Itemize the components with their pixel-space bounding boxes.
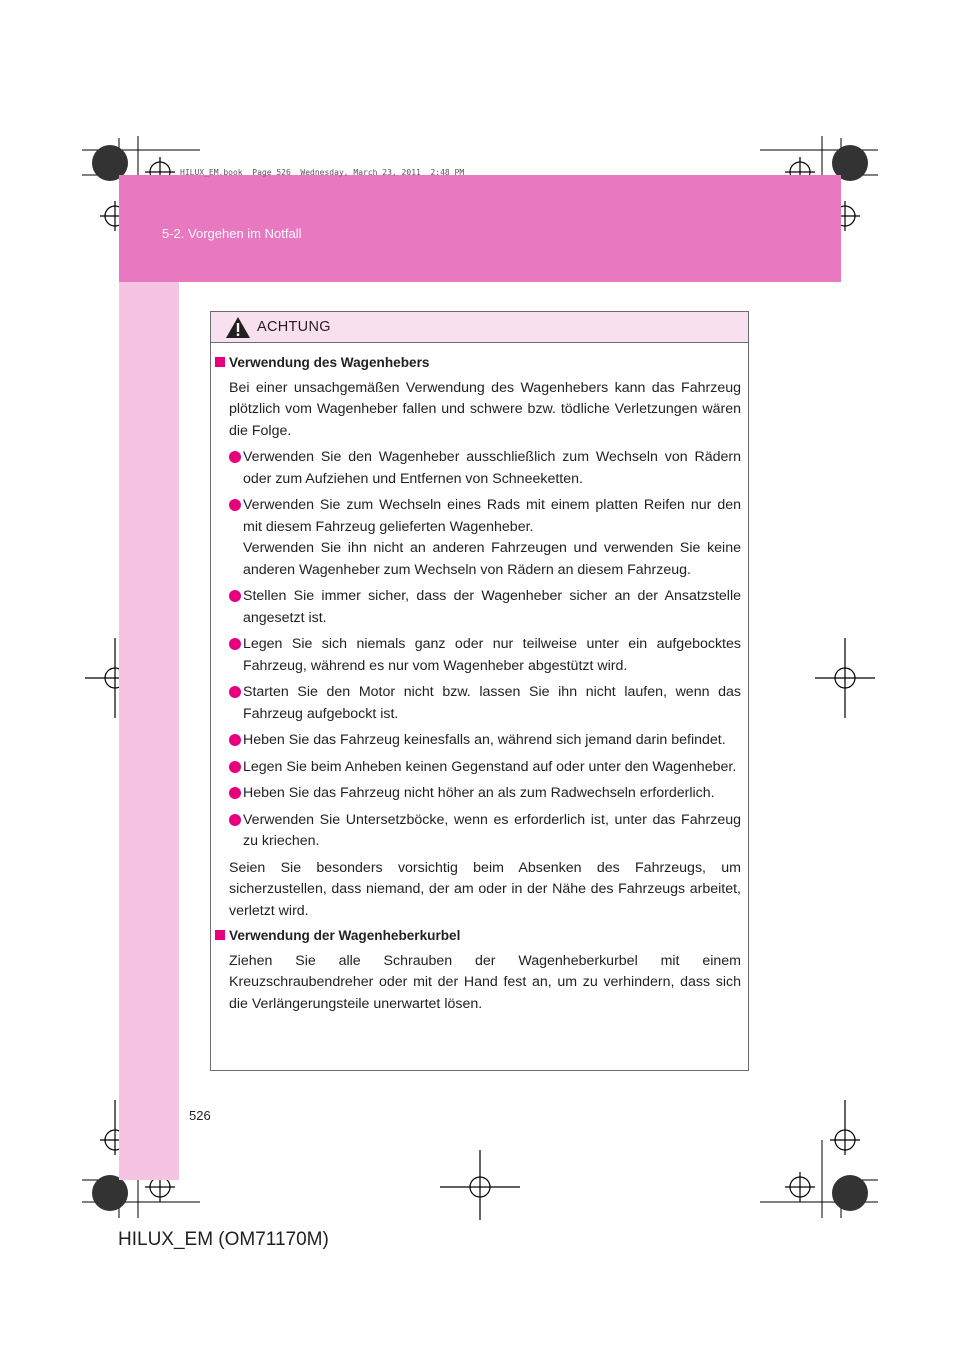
square-bullet-icon — [215, 357, 225, 367]
section-title: 5-2. Vorgehen im Notfall — [162, 226, 302, 241]
file-info: HILUX_EM.book Page 526 Wednesday, March 23, 2011 2:48 PM — [180, 168, 465, 177]
round-bullet-icon — [229, 451, 241, 463]
square-bullet-icon — [215, 930, 225, 940]
list-item — [211, 757, 748, 779]
list-item — [211, 586, 748, 629]
list-item-text: Stellen Sie immer sicher, dass der Wagenheber sicher an der Ansatzstelle angesetzt ist. — [243, 588, 741, 626]
list-item-text: Starten Sie den Motor nicht bzw. lassen Sie ihn nicht laufen, wenn das Fahrzeug aufgebockt ist. — [243, 684, 741, 722]
block-heading-text: Verwendung des Wagenhebers — [229, 355, 430, 370]
list-item — [211, 730, 748, 752]
warning-box — [210, 311, 749, 1071]
list-item — [211, 682, 748, 725]
list-item — [211, 495, 748, 581]
round-bullet-icon — [229, 814, 241, 826]
round-bullet-icon — [229, 590, 241, 602]
list-item-text: Verwenden Sie zum Wechseln eines Rads mit einem platten Reifen nur den mit diesem Fahrzeug gelieferten Wagenheber. Verwenden Sie ihn nicht an anderen Fahrzeugen und verwenden Sie keine anderen Wagenheber zum Wechseln von Rädern an diesem Fahrzeug. — [243, 497, 741, 578]
block-heading — [211, 352, 748, 374]
list-item-text: Verwenden Sie Untersetzböcke, wenn es erforderlich ist, unter das Fahrzeug zu kriechen. — [243, 811, 741, 849]
warning-body — [211, 352, 748, 1015]
side-band — [119, 282, 179, 1180]
round-bullet-icon — [229, 686, 241, 698]
list-item — [211, 447, 748, 490]
block-text: Bei einer unsachgemäßen Verwendung des Wagenhebers kann das Fahrzeug plötzlich vom Wagenheber fallen und schwere bzw. tödliche Verletzungen wären die Folge. — [229, 379, 741, 439]
list-item — [211, 634, 748, 677]
list-item-text: Heben Sie das Fahrzeug nicht höher an als zum Radwechseln erforderlich. — [243, 785, 715, 801]
block-heading-text: Verwendung der Wagenheberkurbel — [229, 928, 461, 943]
list-item-text: Verwenden Sie den Wagenheber ausschließlich zum Wechseln von Rädern oder zum Aufziehen und Entfernen von Schneeketten. — [243, 449, 741, 487]
round-bullet-icon — [229, 499, 241, 511]
footer-model: HILUX_EM (OM71170M) — [118, 1229, 329, 1250]
block-after-text: Seien Sie besonders vorsichtig beim Absenken des Fahrzeugs, um sicherzustellen, dass niemand, der am oder in der Nähe des Fahrzeugs arbeitet, verletzt wird. — [229, 859, 741, 919]
list-item-text: Heben Sie das Fahrzeug keinesfalls an, während sich jemand darin befindet. — [243, 732, 726, 748]
block-heading — [211, 925, 748, 947]
round-bullet-icon — [229, 787, 241, 799]
round-bullet-icon — [229, 761, 241, 773]
list-item-text: Legen Sie beim Anheben keinen Gegenstand auf oder unter den Wagenheber. — [243, 758, 737, 775]
list-item — [211, 783, 748, 805]
round-bullet-icon — [229, 734, 241, 746]
list-item-text: Legen Sie sich niemals ganz oder nur teilweise unter ein aufgebocktes Fahrzeug, während es nur vom Wagenheber abgestützt wird. — [243, 636, 741, 674]
block-text: Ziehen Sie alle Schrauben der Wagenheberkurbel mit einem Kreuzschraubendreher oder mit der Hand fest an, um zu verhindern, dass sich die Verlängerungsteile unerwartet lösen. — [229, 952, 741, 1012]
round-bullet-icon — [229, 638, 241, 650]
warning-triangle-icon — [225, 316, 251, 339]
list-item — [211, 810, 748, 853]
warning-header — [211, 312, 748, 343]
page-number: 526 — [189, 1108, 211, 1123]
warning-title: ACHTUNG — [257, 319, 331, 335]
